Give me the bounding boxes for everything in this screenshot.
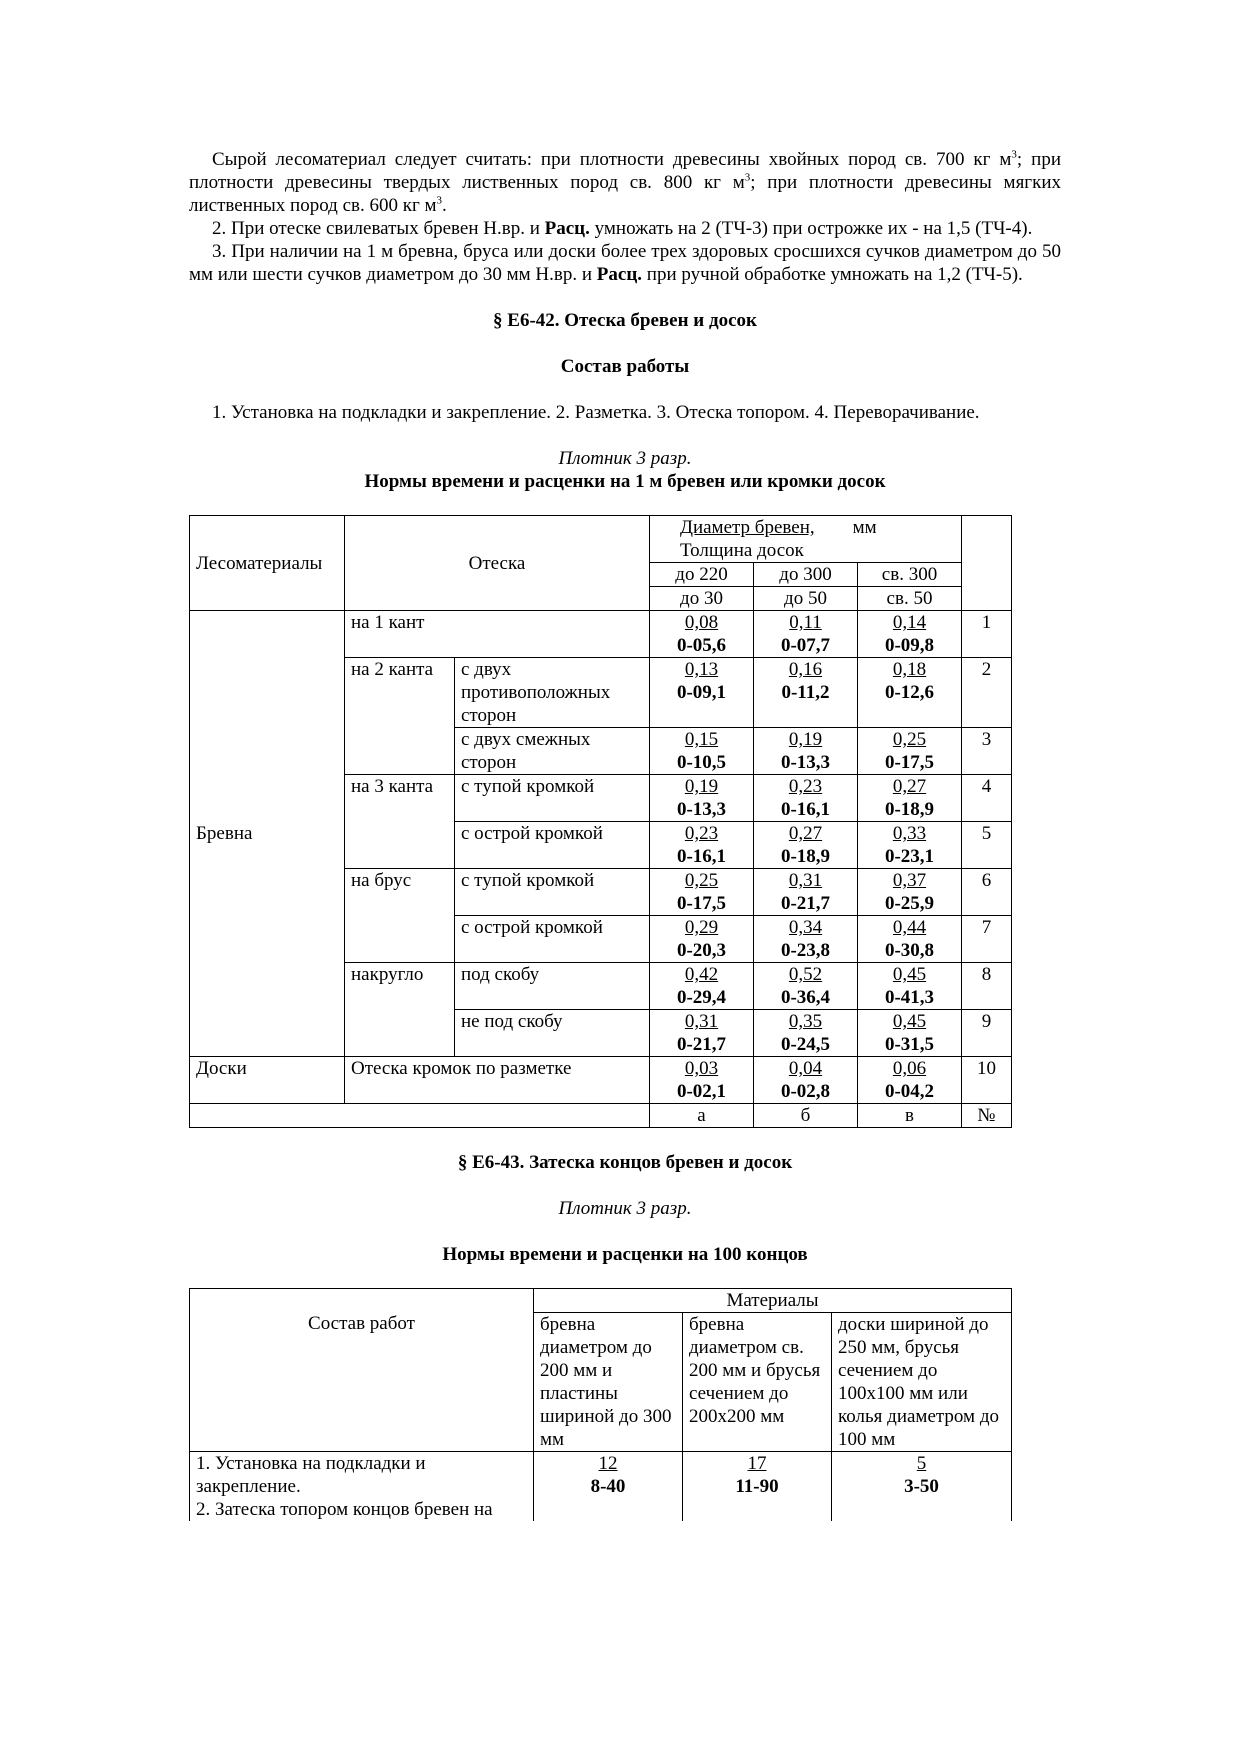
norms-table-e6-43 xyxy=(189,1288,1012,1521)
row-number: 4 xyxy=(962,775,1012,822)
row-number: 2 xyxy=(962,658,1012,728)
work-description: 1. Установка на подкладки и закрепление. 2. Затеска топором концов бревен на xyxy=(190,1452,534,1522)
section-e6-43-title: § Е6-43. Затеска концов бревен и досок xyxy=(457,1152,793,1173)
value-cell: 0,14 0-09,8 xyxy=(858,611,962,658)
table-footer-row xyxy=(190,1104,1012,1128)
document-page xyxy=(189,148,1061,1521)
row-number: 5 xyxy=(962,822,1012,869)
row-number: 1 xyxy=(962,611,1012,658)
table-row xyxy=(190,1057,1012,1104)
value-cell: 0,18 0-12,6 xyxy=(858,658,962,728)
row-sub-label: не под скобу xyxy=(455,1010,650,1057)
row-number: 3 xyxy=(962,728,1012,775)
value-cell: 0,45 0-41,3 xyxy=(858,963,962,1010)
group-nakruglo: накругло xyxy=(345,963,455,1057)
value-cell: 0,45 0-31,5 xyxy=(858,1010,962,1057)
value-cell: 0,16 0-11,2 xyxy=(754,658,858,728)
note-paragraph-1: Сырой лесоматериал следует считать: при плотности древесины хвойных пород св. 700 кг $м^3$; при плотности древесины твердых лиственных пород св. 800 кг $м^3$; при плотности древесины мягких лиственных пород св. 600 кг $м^3$. xyxy=(189,148,1061,216)
header-col-c-diam: св. 300 xyxy=(858,563,962,587)
composition-text: 1. Установка на подкладки и закрепление. 2. Разметка. 3. Отеска топором. 4. Переворачивание. xyxy=(212,402,980,423)
material-logs: Бревна xyxy=(190,611,345,1057)
row-sub-label: с тупой кромкой xyxy=(455,775,650,822)
group-brus: на брус xyxy=(345,869,455,963)
value-cell: 0,27 0-18,9 xyxy=(754,822,858,869)
header-col-a-thick: до 30 xyxy=(650,587,754,611)
composition-heading: Состав работы xyxy=(560,356,690,377)
value-cell: 5 3-50 xyxy=(832,1452,1012,1522)
value-cell: 0,37 0-25,9 xyxy=(858,869,962,916)
value-cell: 0,03 0-02,1 xyxy=(650,1057,754,1104)
group-edge-hewing: Отеска кромок по разметке xyxy=(345,1057,650,1104)
value-cell: 0,19 0-13,3 xyxy=(754,728,858,775)
table-row xyxy=(190,611,1012,658)
value-cell: 0,19 0-13,3 xyxy=(650,775,754,822)
header-materials: Материалы xyxy=(534,1289,1012,1313)
norms-title: Нормы времени и расценки на 1 м бревен или кромки досок xyxy=(364,471,886,492)
footer-empty xyxy=(190,1104,650,1128)
row-sub-label: с двух противоположных сторон xyxy=(455,658,650,728)
header-material-1: бревна диаметром до 200 мм и пластины шириной до 300 мм xyxy=(534,1313,683,1452)
value-cell: 0,25 0-17,5 xyxy=(650,869,754,916)
group-2-kanta: на 2 канта xyxy=(345,658,455,775)
header-diameter: Диаметр бревен, мм Толщина досок xyxy=(650,516,962,563)
header-otes: Отеска xyxy=(345,516,650,611)
worker-grade: Плотник 3 разр. xyxy=(558,448,692,469)
footer-number-sign: № xyxy=(962,1104,1012,1128)
value-cell: 0,04 0-02,8 xyxy=(754,1057,858,1104)
value-cell: 0,44 0-30,8 xyxy=(858,916,962,963)
row-sub-label: с острой кромкой xyxy=(455,822,650,869)
row-number: 9 xyxy=(962,1010,1012,1057)
row-number: 6 xyxy=(962,869,1012,916)
value-cell: 0,31 0-21,7 xyxy=(754,869,858,916)
value-cell: 0,23 0-16,1 xyxy=(650,822,754,869)
note-paragraph-2: 2. При отеске свилеватых бревен Н.вр. и Расц. умножать на 2 (ТЧ-3) при острожке их - на 1,5 (ТЧ-4). xyxy=(212,218,1033,239)
value-cell: 0,27 0-18,9 xyxy=(858,775,962,822)
header-materials: Лесоматериалы xyxy=(190,516,345,611)
value-cell: 0,35 0-24,5 xyxy=(754,1010,858,1057)
value-cell: 0,29 0-20,3 xyxy=(650,916,754,963)
value-cell: 0,15 0-10,5 xyxy=(650,728,754,775)
footer-col-c: в xyxy=(858,1104,962,1128)
header-col-b-thick: до 50 xyxy=(754,587,858,611)
value-cell: 12 8-40 xyxy=(534,1452,683,1522)
value-cell: 0,33 0-23,1 xyxy=(858,822,962,869)
row-number: 10 xyxy=(962,1057,1012,1104)
header-col-c-thick: св. 50 xyxy=(858,587,962,611)
value-cell: 0,08 0-05,6 xyxy=(650,611,754,658)
value-cell: 0,11 0-07,7 xyxy=(754,611,858,658)
row-number: 8 xyxy=(962,963,1012,1010)
row-sub-label: с двух смежных сторон xyxy=(455,728,650,775)
footer-col-b: б xyxy=(754,1104,858,1128)
group-1-kant: на 1 кант xyxy=(345,611,650,658)
footer-col-a: а xyxy=(650,1104,754,1128)
table-row xyxy=(190,1452,1012,1522)
header-material-3: доски шириной до 250 мм, брусья сечением до 100х100 мм или колья диаметром до 100 мм xyxy=(832,1313,1012,1452)
value-cell: 0,34 0-23,8 xyxy=(754,916,858,963)
header-number xyxy=(962,516,1012,611)
value-cell: 0,52 0-36,4 xyxy=(754,963,858,1010)
header-work: Состав работ xyxy=(190,1289,534,1452)
note-paragraph-3: 3. При наличии на 1 м бревна, бруса или доски более трех здоровых сросшихся сучков диаметром до 50 мм или шести сучков диаметром до 30 мм Н.вр. и Расц. при ручной обработке умножать на 1,2 (ТЧ-5). xyxy=(189,241,1061,285)
value-cell: 0,13 0-09,1 xyxy=(650,658,754,728)
row-sub-label: с острой кромкой xyxy=(455,916,650,963)
group-3-kanta: на 3 канта xyxy=(345,775,455,869)
value-cell: 0,23 0-16,1 xyxy=(754,775,858,822)
material-boards: Доски xyxy=(190,1057,345,1104)
value-cell: 0,06 0-04,2 xyxy=(858,1057,962,1104)
header-col-a-diam: до 220 xyxy=(650,563,754,587)
norms-title-e6-43: Нормы времени и расценки на 100 концов xyxy=(442,1244,808,1265)
value-cell: 17 11-90 xyxy=(683,1452,832,1522)
norms-table-e6-42 xyxy=(189,515,1012,1128)
value-cell: 0,42 0-29,4 xyxy=(650,963,754,1010)
header-material-2: бревна диаметром св. 200 мм и брусья сечением до 200х200 мм xyxy=(683,1313,832,1452)
section-e6-42-title: § Е6-42. Отеска бревен и досок xyxy=(493,310,757,331)
header-col-b-diam: до 300 xyxy=(754,563,858,587)
value-cell: 0,25 0-17,5 xyxy=(858,728,962,775)
row-sub-label: с тупой кромкой xyxy=(455,869,650,916)
value-cell: 0,31 0-21,7 xyxy=(650,1010,754,1057)
row-sub-label: под скобу xyxy=(455,963,650,1010)
worker-grade-e6-43: Плотник 3 разр. xyxy=(558,1198,692,1219)
row-number: 7 xyxy=(962,916,1012,963)
